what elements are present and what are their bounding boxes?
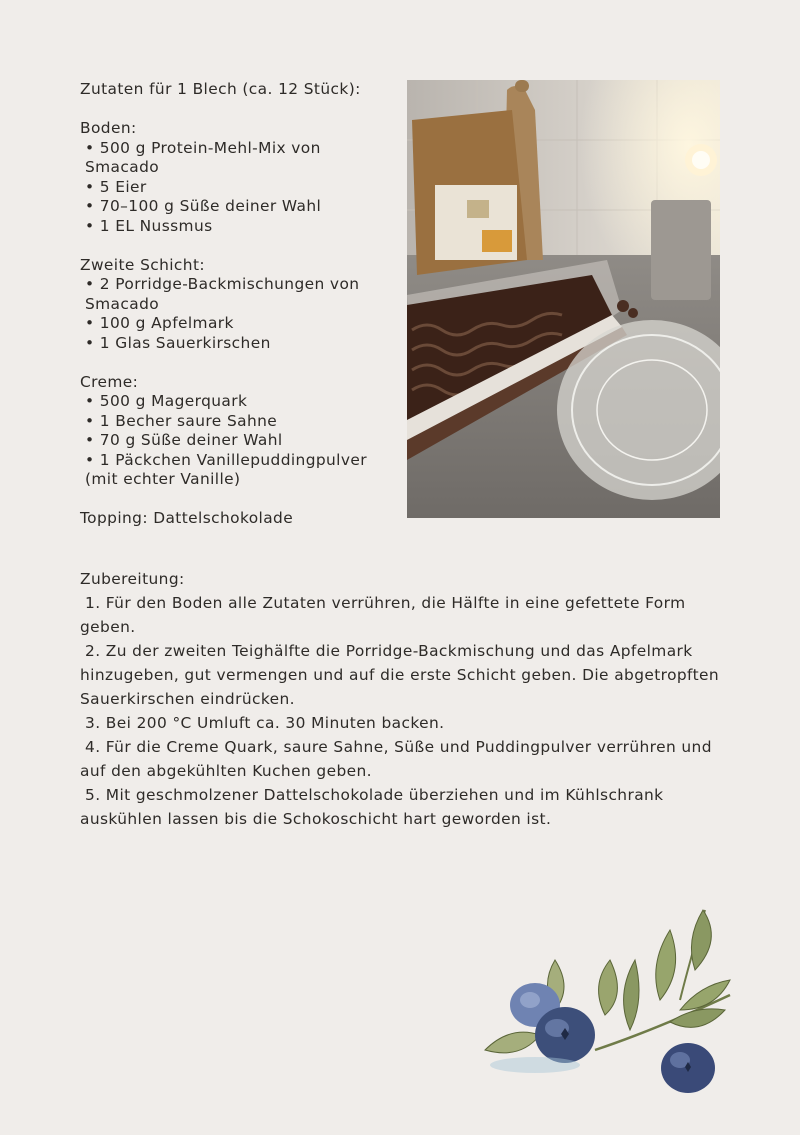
list-item: • 1 Glas Sauerkirschen <box>85 333 271 352</box>
ingredients-block <box>80 80 395 529</box>
list-item: • 500 g Protein-Mehl-Mix von Smacado <box>85 138 321 176</box>
blueberry-illustration <box>475 900 745 1100</box>
list-item: • 1 Becher saure Sahne <box>85 411 278 430</box>
preparation-step: 1. Für den Boden alle Zutaten verrühren, die Hälfte in eine gefettete Form geben. <box>80 594 686 636</box>
list-item: • 1 Päckchen Vanillepuddingpulver (mit echter Vanille) <box>85 450 367 488</box>
preparation-step: 2. Zu der zweiten Teighälfte die Porridge-Backmischung und das Apfelmark hinzugeben, gut vermengen und auf die erste Schicht geben. Die abgetropften Sauerkirschen eindrücken. <box>80 642 720 708</box>
list-item: • 500 g Magerquark <box>85 392 248 410</box>
section-title-second-layer: Zweite Schicht: <box>80 255 205 274</box>
cake-photo <box>407 80 720 518</box>
leaf-branch-icon <box>485 910 730 1053</box>
list-item: • 5 Eier <box>85 177 147 196</box>
preparation-step: 3. Bei 200 °C Umluft ca. 30 Minuten backen. <box>85 714 445 732</box>
list-item: • 70–100 g Süße deiner Wahl <box>85 197 322 215</box>
ingredients-heading: Zutaten für 1 Blech (ca. 12 Stück): <box>80 80 361 98</box>
preparation-step: 4. Für die Creme Quark, saure Sahne, Süße und Puddingpulver verrühren und auf den abgekühlten Kuchen geben. <box>80 738 712 780</box>
section-title-cream: Creme: <box>80 372 139 391</box>
list-item: • 100 g Apfelmark <box>85 314 234 332</box>
section-title-base: Boden: <box>80 119 137 137</box>
list-item: • 1 EL Nussmus <box>85 216 213 235</box>
topping-line: Topping: Dattelschokolade <box>80 509 294 527</box>
preparation-step: 5. Mit geschmolzener Dattelschokolade überziehen und im Kühlschrank auskühlen lassen bis die Schokoschicht hart geworden ist. <box>80 786 664 828</box>
preparation-block <box>80 567 720 831</box>
list-item: • 2 Porridge-Backmischungen von Smacado <box>85 275 360 313</box>
preparation-heading: Zubereitung: <box>80 570 185 588</box>
list-item: • 70 g Süße deiner Wahl <box>85 431 283 449</box>
